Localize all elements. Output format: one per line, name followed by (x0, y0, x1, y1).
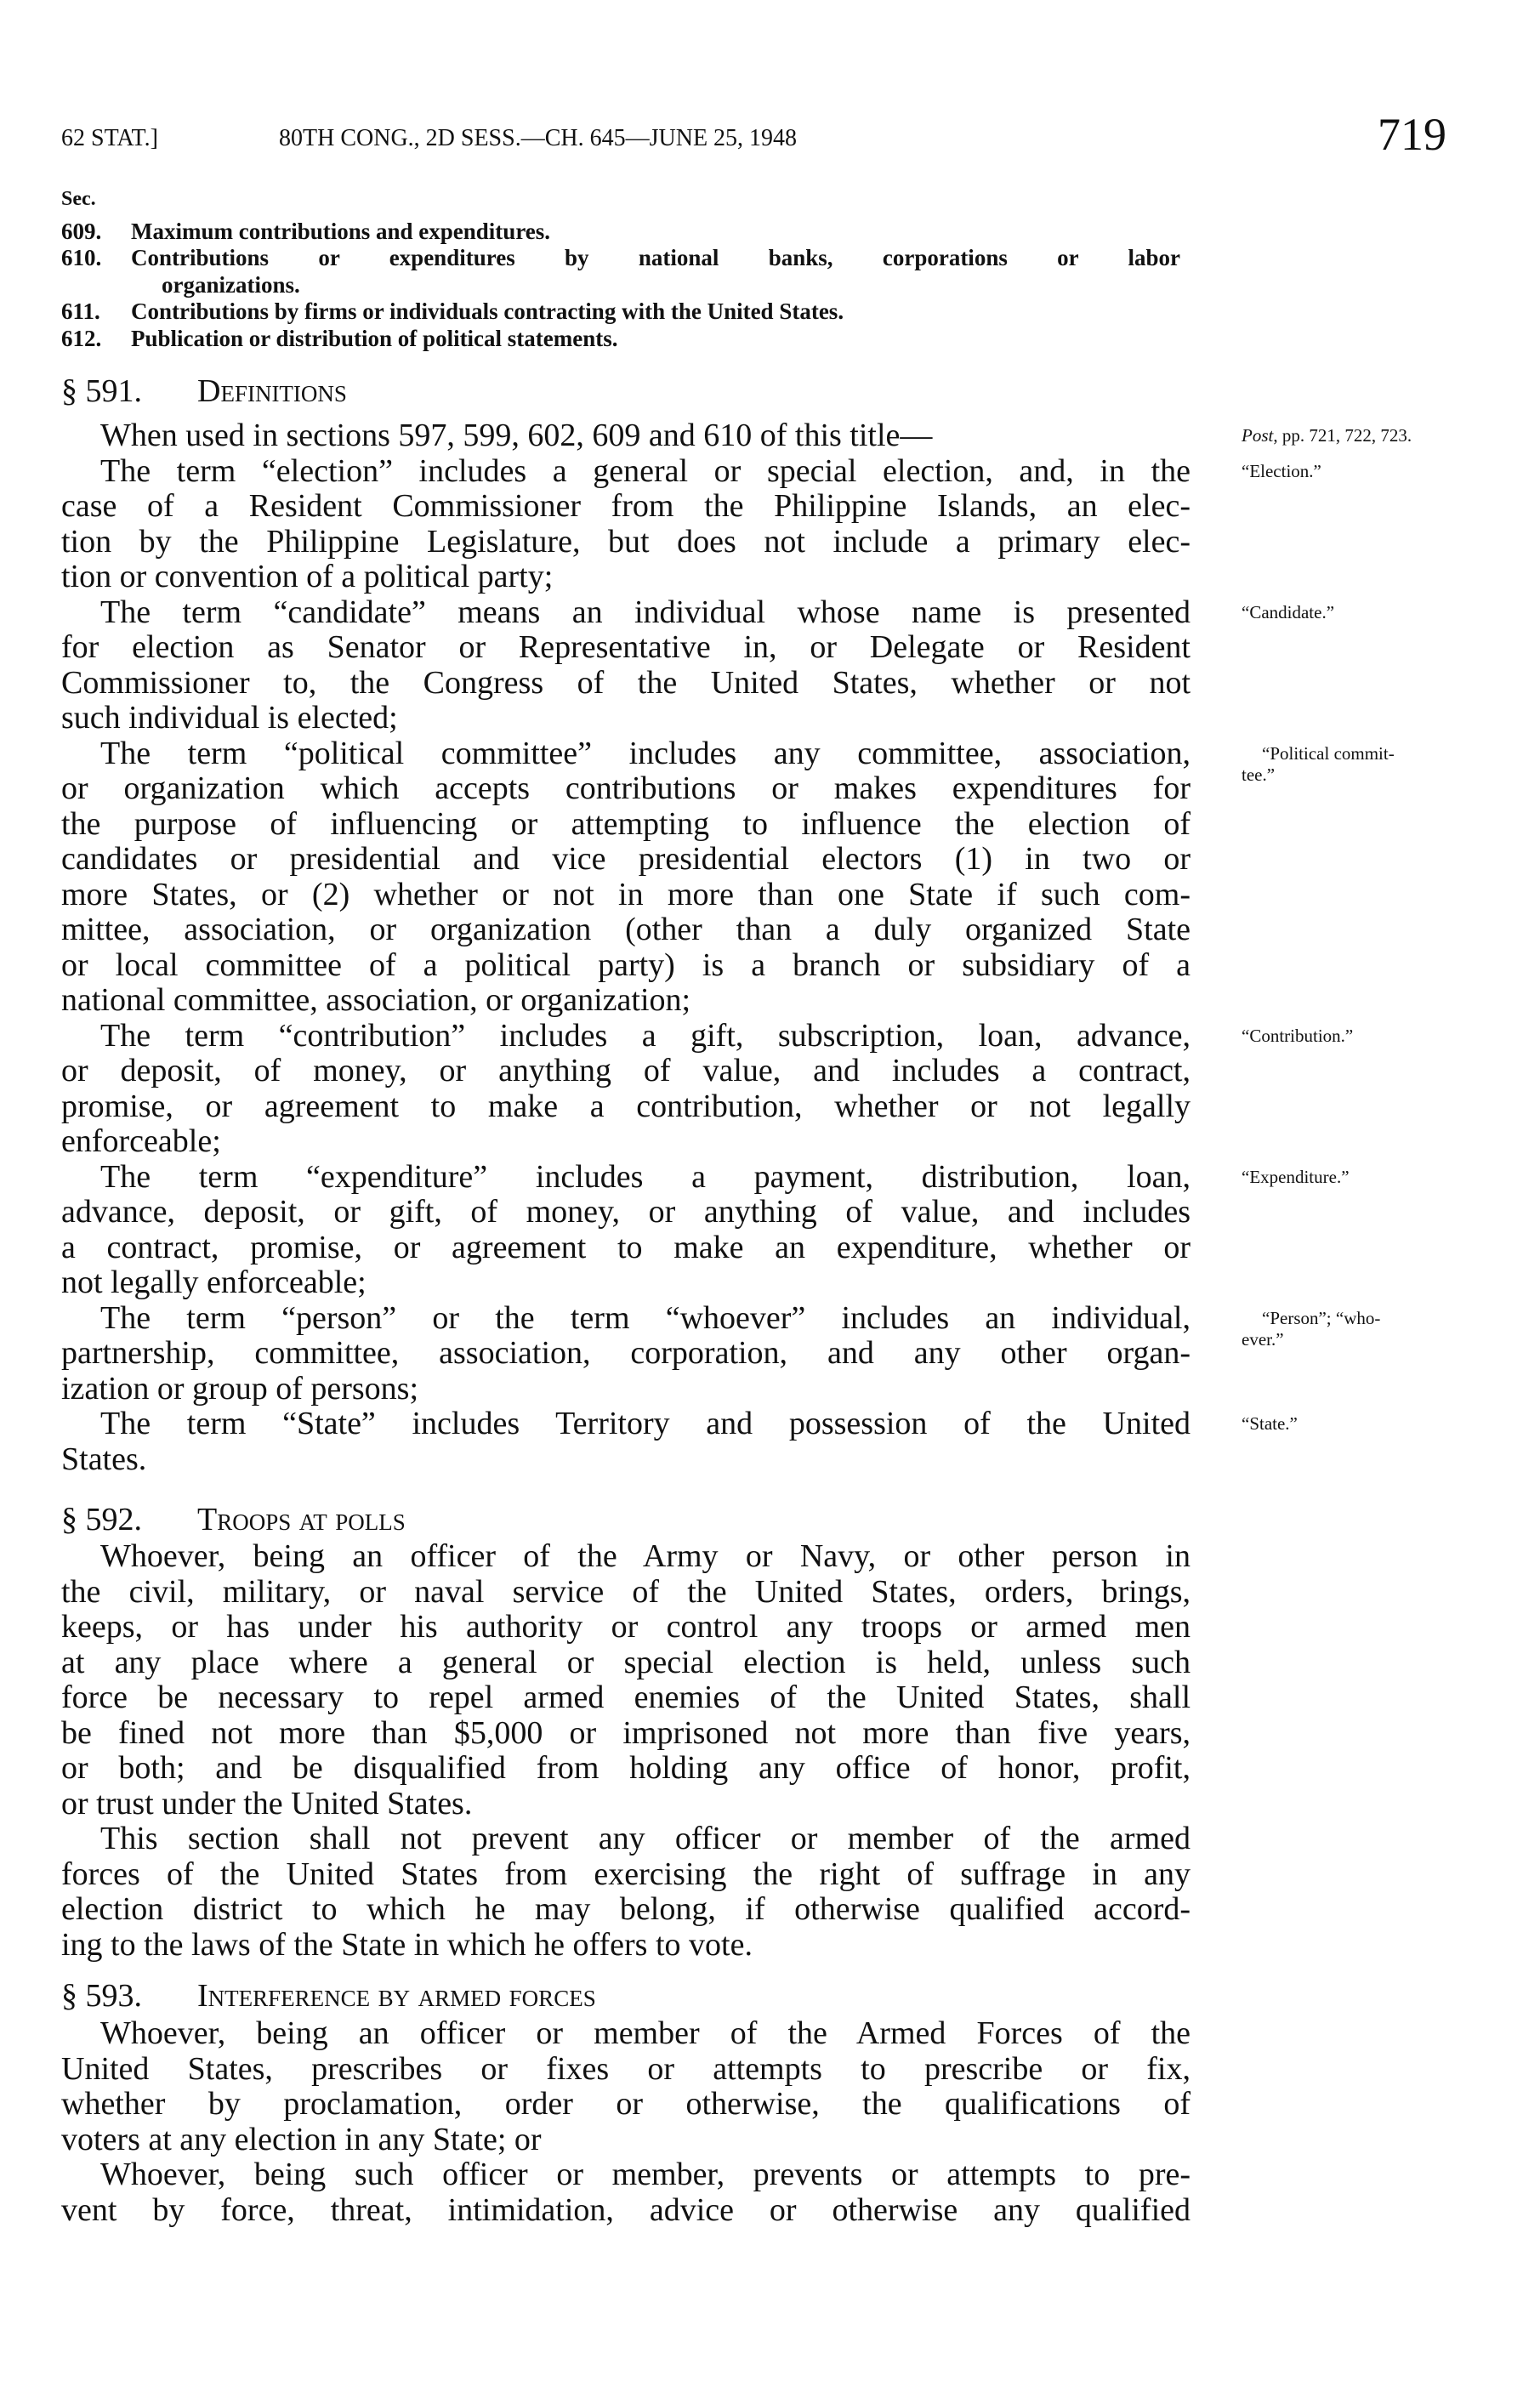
marginal-note (1242, 743, 1531, 786)
text-line: Whoever, being an officer or member of the Armed Forces of the (100, 2015, 1191, 2051)
section-list-line: organizations. (162, 271, 300, 298)
text-line: advance, deposit, or gift, of money, or anything of value, and includes (61, 1194, 1191, 1230)
text-line: The term “contribution” includes a gift, subscription, loan, advance, (100, 1017, 1191, 1054)
section-list-line: Contributions or expenditures by national banks, corporations or labor (131, 245, 1180, 270)
marginal-note (1242, 1026, 1531, 1047)
marginal-note-line: “Expenditure.” (1242, 1166, 1350, 1187)
text-line: ing to the laws of the State in which he offers to vote. (61, 1926, 753, 1963)
section-list-number: 609. (61, 218, 102, 244)
marginal-note-line: “Contribution.” (1242, 1025, 1354, 1046)
text-line: partnership, committee, association, corporation, and any other organ- (61, 1335, 1191, 1371)
text-line: tion or convention of a political party; (61, 559, 554, 594)
section-592-heading (61, 1502, 406, 1537)
post-reference-word: Post (1242, 425, 1274, 446)
text-line: forces of the United States from exercising the right of suffrage in any (61, 1856, 1191, 1892)
text-line: enforceable; (61, 1123, 221, 1159)
section-591-body (61, 418, 1412, 1477)
paragraph (61, 1822, 1191, 1963)
text-line: or organization which accepts contributions or makes expenditures for (61, 770, 1191, 806)
text-line: force be necessary to repel armed enemies of the United States, shall (61, 1679, 1191, 1715)
marginal-note-line: tee.” (1242, 764, 1276, 785)
text-line: Whoever, being such officer or member, prevents or attempts to pre- (100, 2157, 1191, 2192)
text-line: promise, or agreement to make a contribution, whether or not legally (61, 1088, 1191, 1124)
section-592-body (61, 1539, 1191, 1963)
section-list-item (61, 326, 1180, 353)
section-list-text (131, 245, 1180, 298)
text-line: or deposit, of money, or anything of value, and includes a contract, (61, 1053, 1191, 1088)
text-line: States. (61, 1441, 147, 1477)
text-line: Commissioner to, the Congress of the United States, whether or not (61, 664, 1191, 701)
paragraph (61, 1406, 1298, 1477)
marginal-note-line: “Person”; “who- (1262, 1307, 1381, 1328)
paragraph (61, 2157, 1191, 2228)
text-line: such individual is elected; (61, 700, 398, 736)
text-line: Whoever, being an officer of the Army or Navy, or other person in (100, 1538, 1191, 1574)
text-line: or trust under the United States. (61, 1785, 473, 1822)
text-line: or both; and be disqualified from holding any office of honor, profit, (61, 1750, 1191, 1786)
section-593-body (61, 2016, 1191, 2228)
marginal-note (1242, 461, 1531, 482)
section-list-number: 610. (61, 245, 102, 270)
paragraph (61, 418, 1412, 454)
section-title: Interference by armed forces (197, 1978, 596, 2014)
marginal-note (1242, 1167, 1531, 1188)
section-title: Troops at polls (197, 1502, 406, 1537)
text-line: whether by proclamation, order or otherwise, the qualifications of (61, 2086, 1191, 2122)
text-line: tion by the Philippine Legislature, but does not include a primary elec- (61, 523, 1191, 560)
paragraph (61, 452, 1321, 595)
marginal-note-line: ever.” (1242, 1328, 1284, 1350)
paragraph (61, 1158, 1350, 1301)
section-number: § 592. (61, 1502, 142, 1537)
marginal-note-line: “State.” (1242, 1413, 1298, 1434)
section-591-heading (61, 373, 347, 409)
text-line: not legally enforceable; (61, 1265, 367, 1300)
paragraph (61, 735, 1395, 1019)
marginal-note-line: “Political commit- (1262, 742, 1395, 764)
text-line: case of a Resident Commissioner from the Philippine Islands, an elec- (61, 488, 1191, 524)
marginal-note (1242, 1413, 1531, 1435)
text-line: The term “State” includes Territory and possession of the United (100, 1406, 1191, 1441)
running-header-volume: 62 STAT.] (61, 125, 158, 151)
section-list-item (61, 298, 1180, 326)
running-header-session: 80TH CONG., 2D SESS.—CH. 645—JUNE 25, 1948 (279, 125, 798, 151)
marginal-note-line: Post, pp. 721, 722, 723. (1242, 425, 1412, 446)
paragraph (61, 2016, 1191, 2157)
section-number: § 591. (61, 373, 142, 409)
section-list-number: 612. (61, 325, 102, 351)
section-list-item (61, 219, 1180, 246)
text-line: national committee, association, or organization; (61, 982, 691, 1018)
section-list-label: Sec. (61, 188, 96, 210)
section-593-heading (61, 1978, 596, 2014)
text-line: The term “expenditure” includes a payment, distribution, loan, (100, 1158, 1191, 1195)
marginal-note (1242, 425, 1531, 446)
section-list-text (131, 298, 1180, 326)
marginal-note-line: “Candidate.” (1242, 601, 1335, 622)
section-list-line: Contributions by firms or individuals contracting with the United States. (131, 298, 844, 324)
section-number: § 593. (61, 1978, 142, 2014)
text-line: the purpose of influencing or attempting to influence the election of (61, 805, 1191, 842)
paragraph (61, 1539, 1191, 1822)
text-line: mittee, association, or organization (other than a duly organized State (61, 912, 1191, 947)
section-list-line: Publication or distribution of political statements. (131, 325, 618, 351)
paragraph (61, 1017, 1354, 1160)
section-list-text (131, 326, 1180, 353)
section-list-items (61, 219, 1180, 353)
section-title: Definitions (197, 373, 347, 409)
paragraph (61, 594, 1335, 736)
text-line: a contract, promise, or agreement to make an expenditure, whether or (61, 1229, 1191, 1265)
paragraph (61, 1299, 1381, 1407)
marginal-note (1242, 602, 1531, 623)
text-line: be fined not more than $5,000 or imprisoned not more than five years, (61, 1714, 1191, 1751)
text-line: election district to which he may belong, if otherwise qualified accord- (61, 1891, 1191, 1927)
text-line: vent by force, threat, intimidation, advice or otherwise any qualified (61, 2191, 1191, 2228)
text-line: The term “election” includes a general or special election, and, in the (100, 452, 1191, 489)
text-line: voters at any election in any State; or (61, 2121, 542, 2157)
text-line: or local committee of a political party) is a branch or subsidiary of a (61, 946, 1191, 983)
text-line: for election as Senator or Representative in, or Delegate or Resident (61, 629, 1191, 665)
section-list-item (61, 245, 1180, 298)
text-line: more States, or (2) whether or not in more than one State if such com- (61, 876, 1191, 912)
section-list (61, 186, 1180, 352)
marginal-note (1242, 1308, 1531, 1350)
text-line: The term “person” or the term “whoever” includes an individual, (100, 1299, 1191, 1336)
text-line: When used in sections 597, 599, 602, 609 and 610 of this title— (100, 418, 933, 453)
text-line: The term “political committee” includes any committee, association, (100, 735, 1191, 771)
text-line: at any place where a general or special election is held, unless such (61, 1644, 1191, 1680)
section-list-number: 611. (61, 298, 100, 324)
marginal-note-line: “Election.” (1242, 460, 1321, 481)
text-line: candidates or presidential and vice presidential electors (1) in two or (61, 841, 1191, 877)
text-line: The term “candidate” means an individual whose name is presented (100, 594, 1191, 630)
text-line: ization or group of persons; (61, 1370, 419, 1407)
section-list-text (131, 219, 1180, 246)
text-line: United States, prescribes or fixes or attempts to prescribe or fix, (61, 2050, 1191, 2087)
text-line: keeps, or has under his authority or control any troops or armed men (61, 1609, 1191, 1645)
page-number: 719 (1378, 109, 1446, 160)
text-line: This section shall not prevent any officer or member of the armed (100, 1821, 1191, 1856)
section-list-line: Maximum contributions and expenditures. (131, 218, 551, 244)
text-line: the civil, military, or naval service of the United States, orders, brings, (61, 1573, 1191, 1610)
